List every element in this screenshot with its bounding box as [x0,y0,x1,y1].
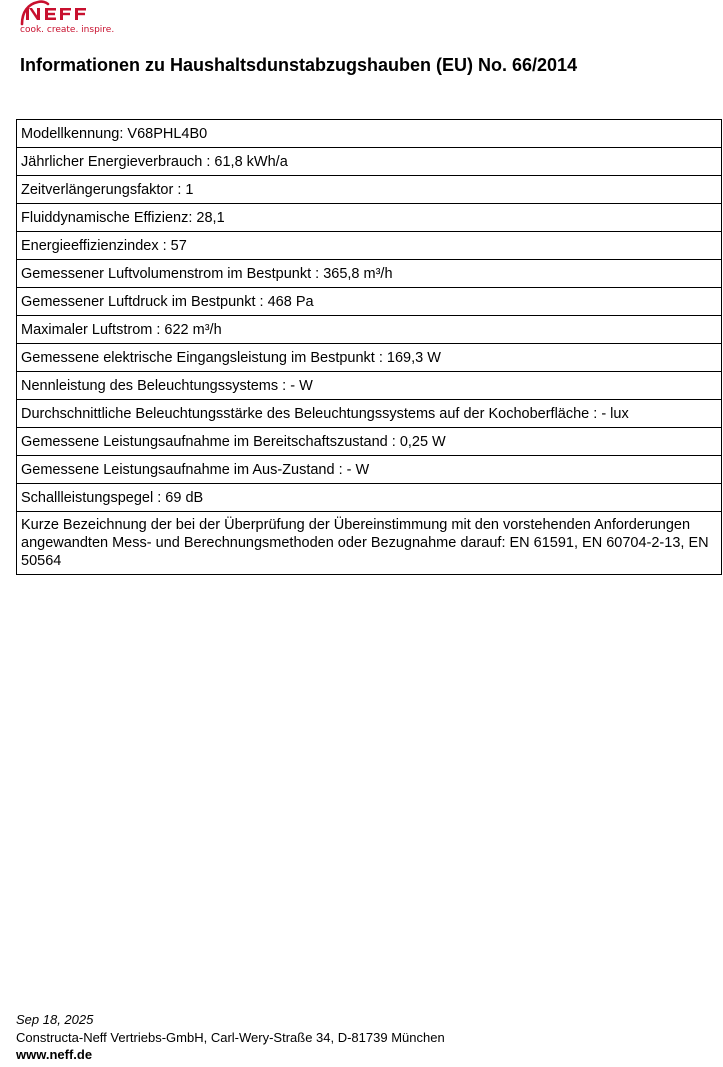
table-row [17,288,722,316]
neff-logo-graphic [20,0,150,36]
table-row [17,400,722,428]
table-row [17,484,722,512]
product-info-table [16,119,722,575]
row-input-power-bep: Gemessene elektrische Eingangsleistung im Bestpunkt : 169,3 W [17,344,722,372]
footer-company-address: Constructa-Neff Vertriebs-GmbH, Carl-Wery-Straße 34, D-81739 München [16,1029,445,1045]
table-row [17,232,722,260]
row-illumination: Durchschnittliche Beleuchtungsstärke des Beleuchtungssystems auf der Kochoberfläche : - lux [17,400,722,428]
footer-website-link[interactable]: www.neff.de [16,1047,93,1062]
table-row [17,372,722,400]
table-row [17,428,722,456]
page-footer [16,1011,445,1064]
table-row [17,148,722,176]
row-annual-energy: Jährlicher Energieverbrauch : 61,8 kWh/a [17,148,722,176]
row-energy-efficiency-index: Energieeffizienzindex : 57 [17,232,722,260]
row-measurement-methods: Kurze Bezeichnung der bei der Überprüfung der Übereinstimmung mit den vorstehenden Anforderungen angewandten Mess- und Berechnungsmethoden oder Bezugnahme darauf: EN 61591, EN 60704-2-13, EN 50564 [17,512,722,575]
table-row [17,204,722,232]
row-max-air-flow: Maximaler Luftstrom : 622 m³/h [17,316,722,344]
row-lighting-power: Nennleistung des Beleuchtungssystems : - W [17,372,722,400]
table-row [17,176,722,204]
row-standby-power: Gemessene Leistungsaufnahme im Bereitschaftszustand : 0,25 W [17,428,722,456]
row-off-power: Gemessene Leistungsaufnahme im Aus-Zustand : - W [17,456,722,484]
table-row [17,456,722,484]
row-time-increase-factor: Zeitverlängerungsfaktor : 1 [17,176,722,204]
logo-tagline: cook. create. inspire. [20,25,115,35]
document-title: Informationen zu Haushaltsdunstabzugshauben (EU) No. 66/2014 [20,55,578,75]
table-row [17,344,722,372]
row-fluid-efficiency: Fluiddynamische Effizienz: 28,1 [17,204,722,232]
footer-date: Sep 18, 2025 [16,1012,94,1027]
row-model-id: Modellkennung: V68PHL4B0 [17,120,722,148]
table-row [17,316,722,344]
row-air-flow-bep: Gemessener Luftvolumenstrom im Bestpunkt : 365,8 m³/h [17,260,722,288]
neff-logo [20,0,150,36]
row-sound-power: Schallleistungspegel : 69 dB [17,484,722,512]
row-air-pressure-bep: Gemessener Luftdruck im Bestpunkt : 468 Pa [17,288,722,316]
table-row [17,512,722,575]
table-row [17,120,722,148]
table-row [17,260,722,288]
